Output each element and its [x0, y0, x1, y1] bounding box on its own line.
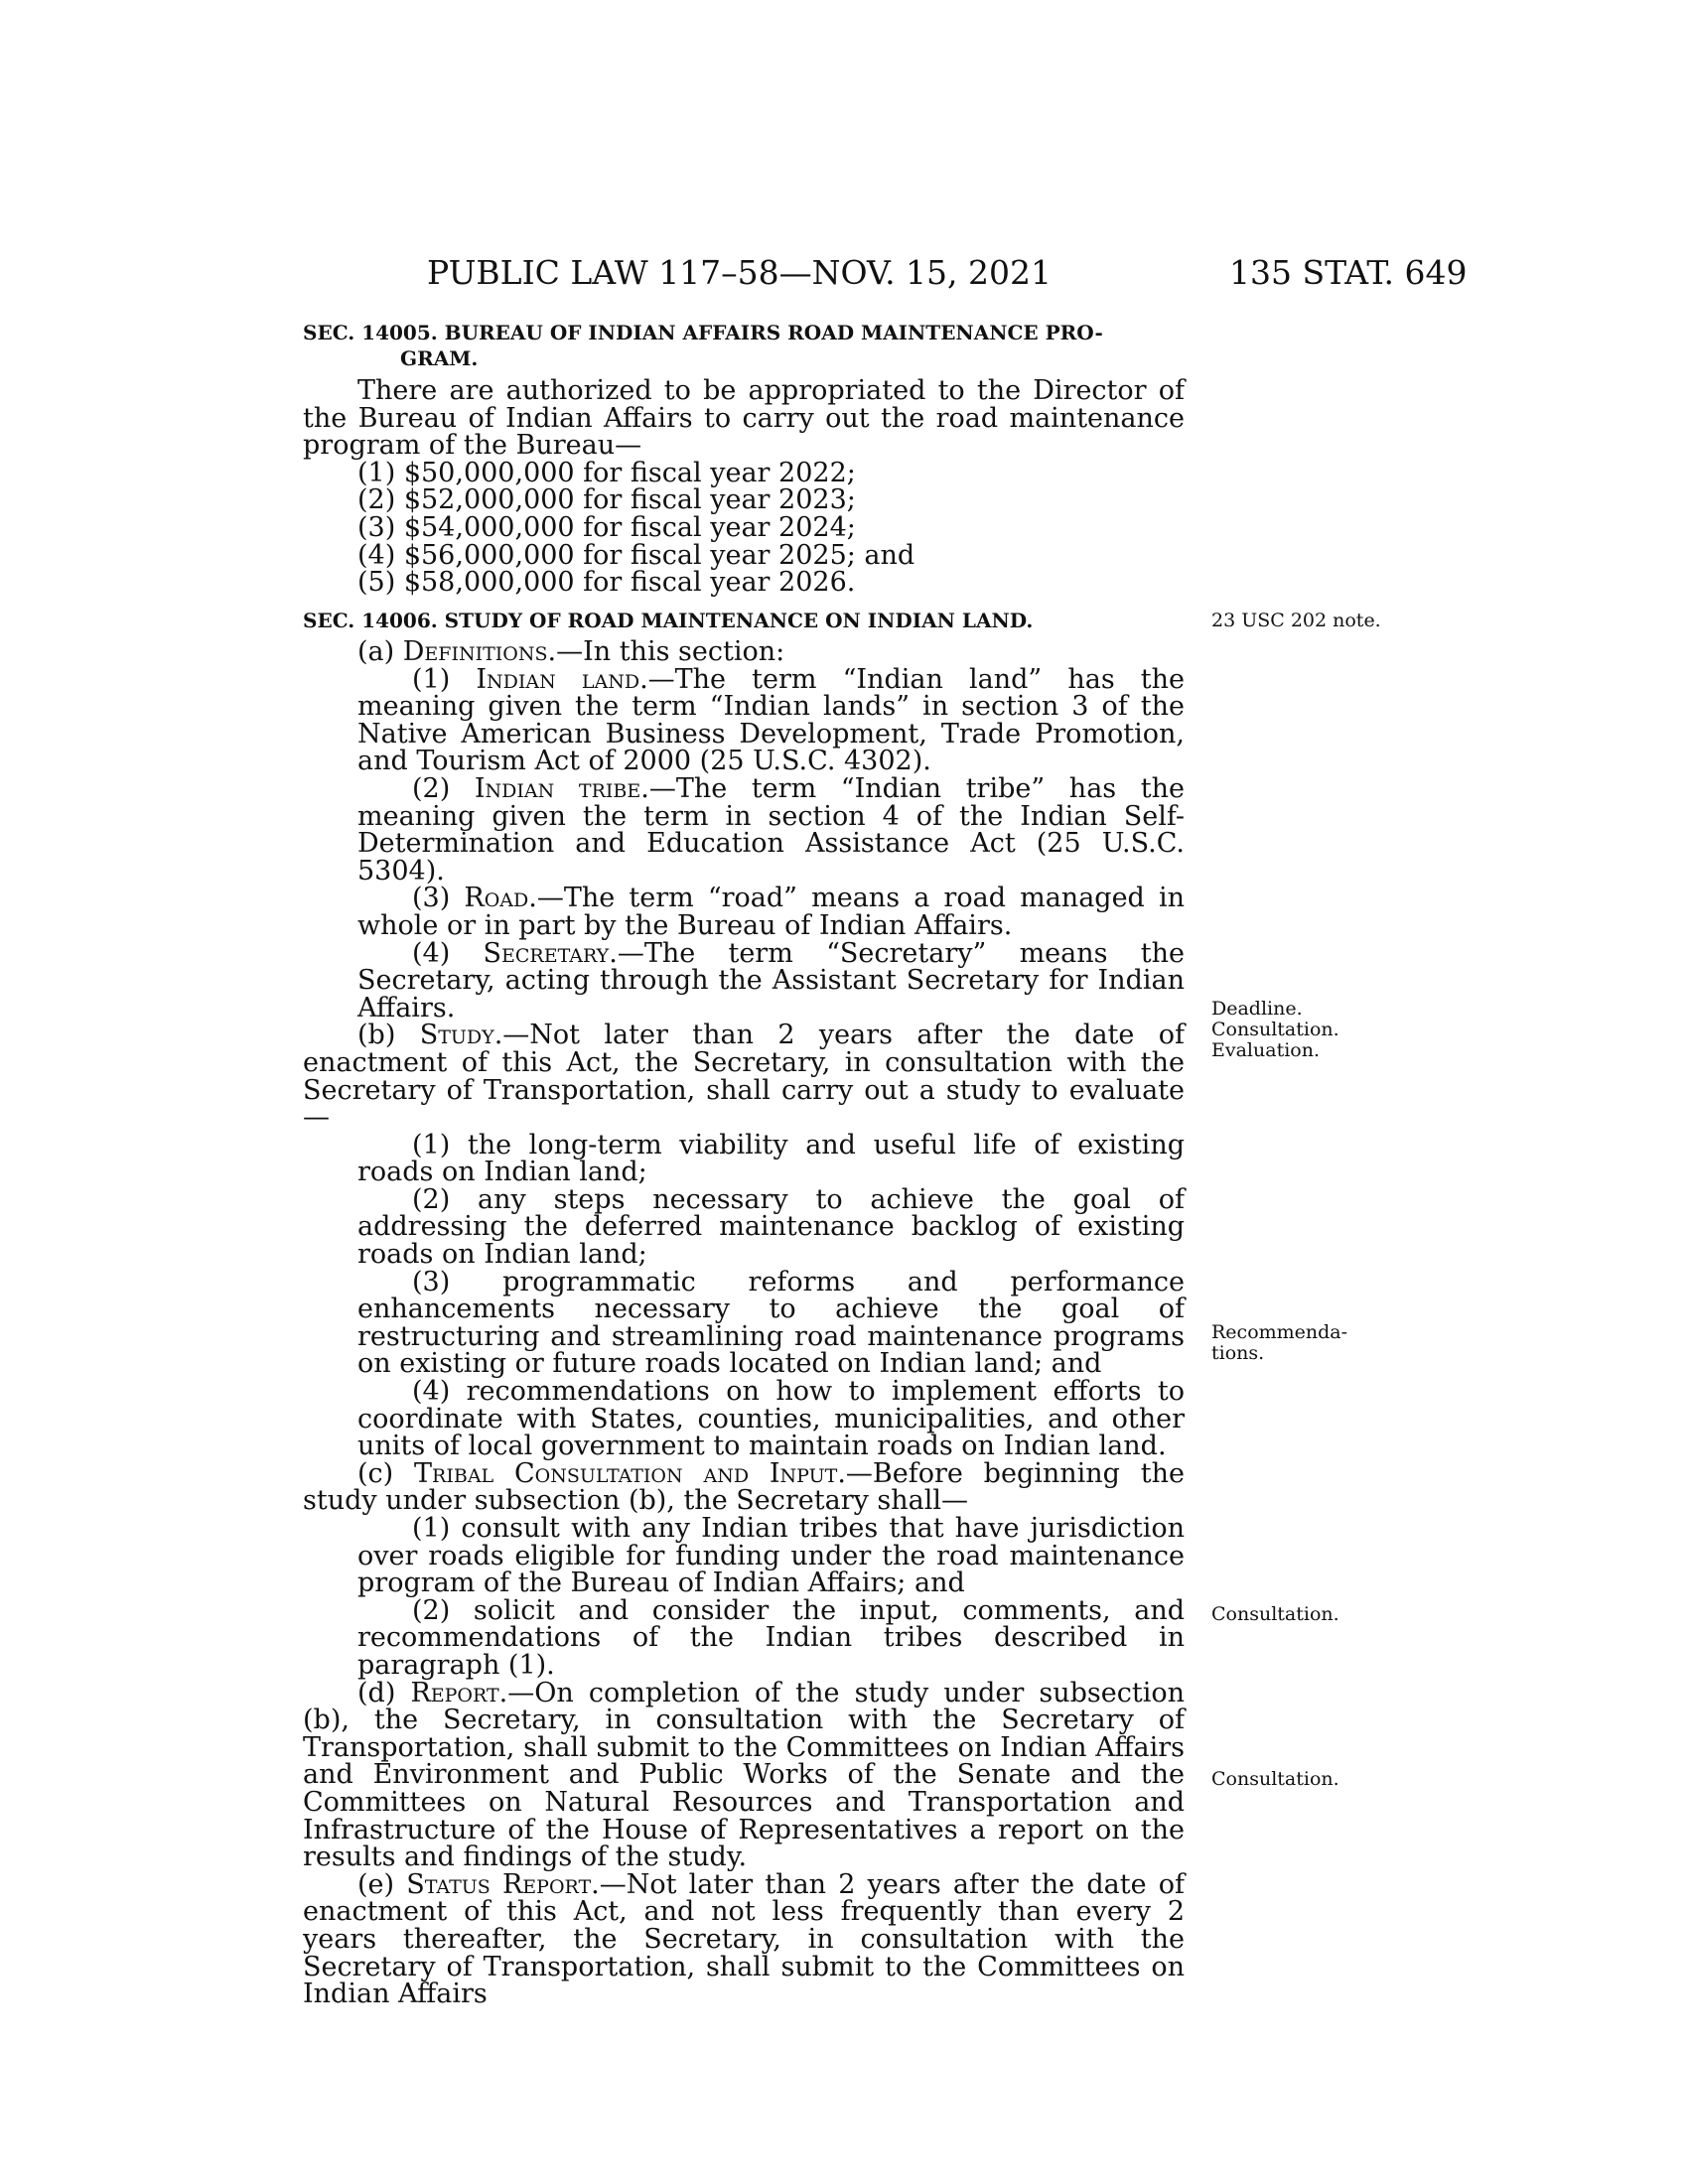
section-14005-heading-line1: SEC. 14005. BUREAU OF INDIAN AFFAIRS ROAD MAINTENANCE PRO- [303, 321, 1103, 344]
subsection-c-tribal-consultation: (c) Tribal Consultation and Input.—Before beginning the study under subsection (b), the Secretary shall— [303, 1457, 1185, 1517]
margin-note-consultation-e: Consultation. [1211, 1768, 1339, 1790]
subsection-a-label: Definitions [402, 636, 548, 667]
consultation-item: (2) solicit and consider the input, comments, and recommendations of the Indian tribes described in paragraph (1). [357, 1594, 1185, 1681]
consultation-item: (1) consult with any Indian tribes that have jurisdiction over roads eligible for funding under the road maintenance program of the Bureau of Indian Affairs; and [357, 1513, 1185, 1599]
appropriation-item: (3) $54,000,000 for fiscal year 2024; [357, 511, 856, 543]
margin-note-deadline: Deadline. Consultation. Evaluation. [1211, 998, 1339, 1061]
subsection-d-report: (d) Report.—On completion of the study under subsection (b), the Secretary, in consultation with the Secretary of Transportation, shall submit to the Committees on Indian Affairs and Environment and Public Works of the Senate and the Committees on Natural Resources and Transportation and Infrastructure of the House of Representatives a report on the results and findings of the study. [303, 1677, 1185, 1873]
section-14006-heading: SEC. 14006. STUDY OF ROAD MAINTENANCE ON INDIAN LAND. [303, 609, 1034, 632]
margin-note-recommendations: Recommenda- tions. [1211, 1321, 1348, 1364]
study-item: (2) any steps necessary to achieve the goal of addressing the deferred maintenance backlog of existing roads on Indian land; [357, 1183, 1185, 1271]
page-header-title: PUBLIC LAW 117–58—NOV. 15, 2021 [427, 253, 1053, 292]
section-14005-heading-line2: GRAM. [400, 346, 479, 370]
section-14005-intro: There are authorized to be appropriated to the Director of the Bureau of Indian Affairs to carry out the road maintenance program of the Bureau— [303, 375, 1185, 462]
definition-indian-tribe: (2) Indian tribe.—The term “Indian tribe” has the meaning given the term in section 4 of the Indian Self-Determination and Education Assistance Act (25 U.S.C. 5304). [357, 772, 1186, 887]
subsection-a-definitions: (a) Definitions.—In this section: [357, 636, 785, 667]
section-14005-body [303, 377, 1185, 597]
section-14006-body [303, 638, 1185, 2008]
study-item: (1) the long-term viability and useful life of existing roads on Indian land; [357, 1129, 1185, 1188]
appropriation-item: (1) $50,000,000 for fiscal year 2022; [357, 457, 856, 488]
appropriation-item: (5) $58,000,000 for fiscal year 2026. [357, 567, 856, 599]
study-item: (3) programmatic reforms and performance enhancements necessary to achieve the goal of restructuring and streamlining road maintenance programs on existing or future roads located on Indian land; and [357, 1266, 1185, 1380]
appropriation-item: (4) $56,000,000 for fiscal year 2025; and [357, 539, 915, 571]
definition-road: (3) Road.—The term “road” means a road managed in whole or in part by the Bureau of Indian Affairs. [357, 883, 1186, 941]
definition-secretary: (4) Secretary.—The term “Secretary” means the Secretary, acting through the Assistant Secretary for Indian Affairs. [357, 937, 1185, 1024]
subsection-b-study: (b) Study.—Not later than 2 years after the date of enactment of this Act, the Secretary, in consultation with the Secretary of Transportation, shall carry out a study to evaluate— [303, 1020, 1185, 1134]
section-14005-heading [303, 320, 1196, 371]
margin-note-usc: 23 USC 202 note. [1211, 610, 1381, 631]
page-number: 135 STAT. 649 [1229, 253, 1468, 292]
subsection-e-status-report: (e) Status Report.—Not later than 2 years after the date of enactment of this Act, and not less frequently than every 2 years thereafter, the Secretary, in consultation with the Secretary of Transportation, shall submit to the Committees on Indian Affairs [303, 1868, 1185, 2010]
definition-indian-land: (1) Indian land.—The term “Indian land” has the meaning given the term “Indian lands” in section 3 of the Native American Business Development, Trade Promotion, and Tourism Act of 2000 (25 U.S.C. 4302). [357, 663, 1186, 777]
study-item: (4) recommendations on how to implement efforts to coordinate with States, counties, municipalities, and other units of local government to maintain roads on Indian land. [357, 1376, 1185, 1462]
margin-note-consultation-d: Consultation. [1211, 1603, 1339, 1625]
appropriation-item: (2) $52,000,000 for fiscal year 2023; [357, 484, 856, 516]
